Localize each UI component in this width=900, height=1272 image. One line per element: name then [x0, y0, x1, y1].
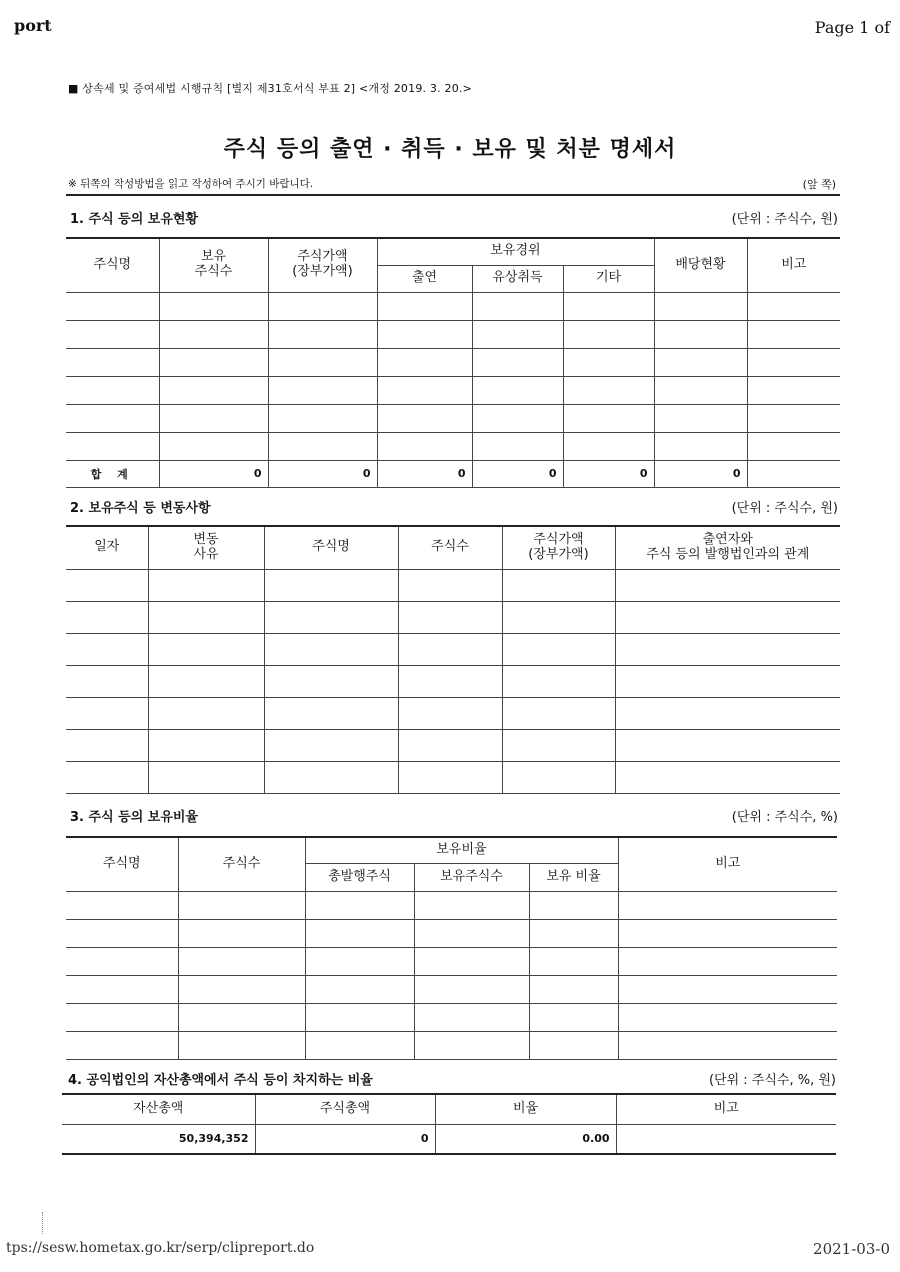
table-row	[66, 569, 840, 601]
table-row	[66, 729, 840, 761]
section2-unit: (단위 : 주식수, 원)	[731, 501, 838, 516]
col-share-count: 주식수	[178, 837, 305, 891]
col-date: 일자	[66, 526, 148, 569]
remark-value	[616, 1124, 836, 1154]
col-book-value: 주식가액 (장부가액)	[268, 238, 377, 292]
col-held-shares: 보유 주식수	[159, 238, 268, 292]
section4-unit: (단위 : 주식수, %, 원)	[708, 1073, 836, 1088]
section1-title: 1. 주식 등의 보유현황	[70, 212, 199, 227]
total-row	[66, 460, 840, 487]
col-stock-name: 주식명	[66, 238, 159, 292]
col-holding-ratio: 보유비율	[305, 837, 618, 863]
col-other: 기타	[563, 265, 654, 292]
table-row	[66, 601, 840, 633]
page-side-label: (앞 쪽)	[802, 178, 836, 191]
total-shares: 0	[159, 460, 268, 487]
regulation-reference: ■ 상속세 및 증여세법 시행규칙 [별지 제31호서식 부표 2] <개정 2019. 3. 20.>	[68, 82, 473, 95]
total-contribution: 0	[377, 460, 472, 487]
col-paid-acquisition: 유상취득	[472, 265, 563, 292]
col-remark: 비고	[747, 238, 840, 292]
table-row	[66, 432, 840, 460]
col-held-shares: 보유주식수	[414, 863, 529, 891]
section4-title: 4. 공익법인의 자산총액에서 주식 등이 차지하는 비율	[68, 1073, 373, 1088]
table-row	[66, 891, 837, 919]
table-row	[66, 376, 840, 404]
table-row	[66, 292, 840, 320]
table-row	[62, 1124, 836, 1154]
ratio-value: 0.00	[435, 1124, 616, 1154]
table-row	[66, 665, 840, 697]
col-holding-percent: 보유 비율	[529, 863, 618, 891]
total-stock-value: 0	[255, 1124, 435, 1154]
footer-url: tps://sesw.hometax.go.kr/serp/clipreport.do	[6, 1240, 315, 1256]
total-assets-value: 50,394,352	[62, 1124, 255, 1154]
document-title: 주식 등의 출연 · 취득 · 보유 및 처분 명세서	[223, 137, 677, 162]
table-row	[66, 348, 840, 376]
changes-table	[66, 525, 840, 794]
col-stock-name: 주식명	[264, 526, 398, 569]
table-row	[66, 947, 837, 975]
table-row	[66, 1003, 837, 1031]
col-total-stock: 주식총액	[255, 1094, 435, 1124]
col-book-value: 주식가액 (장부가액)	[502, 526, 615, 569]
total-label: 합 계	[66, 460, 159, 487]
section1-unit: (단위 : 주식수, 원)	[731, 212, 838, 227]
col-remark: 비고	[616, 1094, 836, 1124]
total-book-value: 0	[268, 460, 377, 487]
total-dividend: 0	[654, 460, 747, 487]
col-acquisition-route: 보유경위	[377, 238, 654, 265]
total-paid-acquisition: 0	[472, 460, 563, 487]
col-change-reason: 변동 사유	[148, 526, 264, 569]
asset-ratio-table	[62, 1093, 836, 1155]
table-row	[66, 320, 840, 348]
total-other: 0	[563, 460, 654, 487]
table-row	[66, 633, 840, 665]
col-relationship: 출연자와 주식 등의 발행법인과의 관계	[615, 526, 840, 569]
table-row	[66, 919, 837, 947]
title-divider	[66, 194, 840, 196]
instruction-note: ※ 뒤쪽의 작성방법을 읽고 작성하여 주시기 바랍니다.	[68, 178, 314, 190]
col-total-issued: 총발행주식	[305, 863, 414, 891]
col-dividend: 배당현황	[654, 238, 747, 292]
section3-title: 3. 주식 등의 보유비율	[70, 810, 199, 825]
table-row	[66, 975, 837, 1003]
col-contribution: 출연	[377, 265, 472, 292]
table-row	[66, 697, 840, 729]
holding-ratio-table	[66, 836, 837, 1060]
table-row	[66, 404, 840, 432]
header-page-label: Page 1 of	[814, 18, 890, 37]
footer-date: 2021-03-0	[813, 1240, 890, 1258]
col-remark: 비고	[618, 837, 837, 891]
section2-title: 2. 보유주식 등 변동사항	[70, 501, 211, 516]
section3-unit: (단위 : 주식수, %)	[731, 810, 838, 825]
holdings-table	[66, 237, 840, 488]
table-row	[66, 761, 840, 793]
col-total-assets: 자산총액	[62, 1094, 255, 1124]
scan-mark	[42, 1212, 44, 1234]
col-ratio: 비율	[435, 1094, 616, 1124]
header-left-text: port	[14, 16, 52, 35]
table-row	[66, 1031, 837, 1059]
col-stock-name: 주식명	[66, 837, 178, 891]
col-share-count: 주식수	[398, 526, 502, 569]
